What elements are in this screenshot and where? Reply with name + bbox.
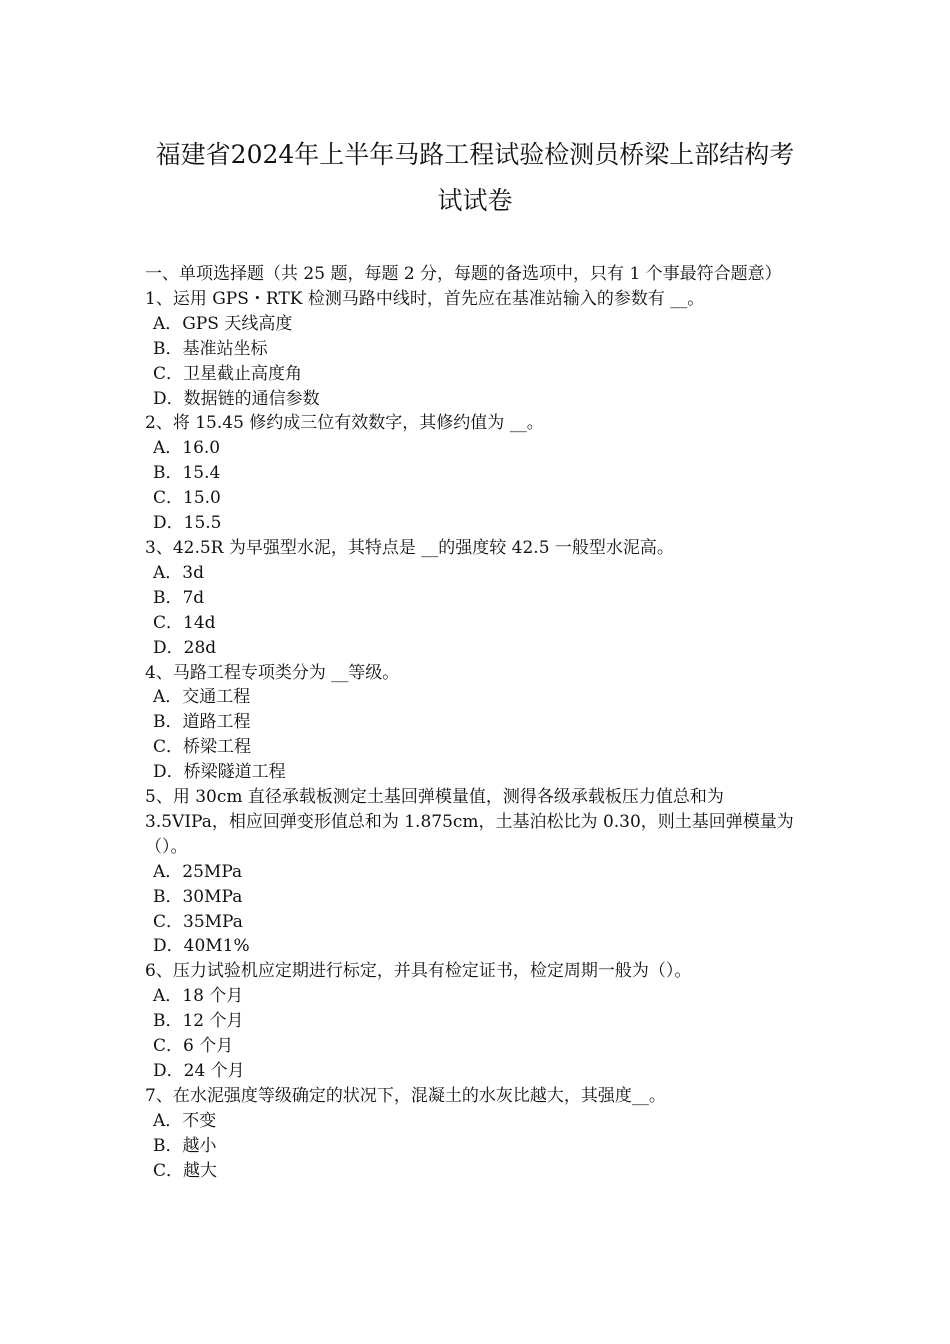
document-body — [145, 262, 810, 1184]
question-stem: 7、在水泥强度等级确定的状况下，混凝土的水灰比越大，其强度__。 — [145, 1085, 666, 1106]
answer-option: B．道路工程 — [153, 712, 251, 733]
answer-option: D．40M1% — [153, 936, 250, 957]
question-stem: 4、马路工程专项类分为 __等级。 — [145, 662, 400, 683]
answer-option: A．不变 — [153, 1110, 217, 1131]
answer-option: C．卫星截止高度角 — [153, 363, 303, 384]
answer-option: A．25MPa — [153, 861, 243, 882]
answer-option: A．18 个月 — [153, 986, 244, 1007]
answer-option: A．GPS 天线高度 — [153, 313, 293, 334]
question-stem: 2、将 15.45 修约成三位有效数字，其修约值为 __。 — [145, 413, 544, 434]
answer-option: B．15.4 — [153, 463, 221, 484]
answer-option: C．越大 — [153, 1160, 218, 1181]
answer-option: D．数据链的通信参数 — [153, 388, 320, 409]
question-stem: 5、用 30cm 直径承载板测定土基回弹模量值，测得各级承载板压力值总和为 3.5VIPa，相应回弹变形值总和为 1.875cm，土基泊松比为 0.30，则土基回弹模量为（）。 — [145, 787, 794, 857]
answer-option: B．基准站坐标 — [153, 338, 268, 359]
document-title — [120, 132, 830, 224]
answer-option: D．28d — [153, 637, 217, 658]
answer-option: C．桥梁工程 — [153, 737, 252, 758]
question-list — [145, 287, 810, 1184]
answer-option: A．交通工程 — [153, 687, 251, 708]
answer-option: C．6 个月 — [153, 1036, 234, 1057]
answer-option: B．12 个月 — [153, 1011, 244, 1032]
answer-option: C．14d — [153, 612, 216, 633]
answer-option: D．15.5 — [153, 513, 222, 534]
question-stem: 1、运用 GPS・RTK 检测马路中线时，首先应在基准站输入的参数有 __。 — [145, 288, 705, 309]
answer-option: B．30MPa — [153, 886, 243, 907]
answer-option: C．15.0 — [153, 488, 221, 509]
question-stem: 3、42.5R 为早强型水泥，其特点是 __的强度较 42.5 一般型水泥高。 — [145, 537, 674, 558]
title-line-1: 福建省2024年上半年马路工程试验检测员桥梁上部结构考 — [155, 140, 795, 169]
answer-option: D．24 个月 — [153, 1061, 245, 1081]
answer-option: B．越小 — [153, 1135, 217, 1156]
question-stem: 6、压力试验机应定期进行标定，并具有检定证书，检定周期一般为（）。 — [145, 961, 692, 982]
section-heading: 一、单项选择题（共 25 题，每题 2 分，每题的备选项中，只有 1 个事最符合题意） — [145, 264, 782, 284]
answer-option: A．16.0 — [153, 438, 221, 459]
answer-option: D．桥梁隧道工程 — [153, 762, 286, 783]
answer-option: C．35MPa — [153, 911, 243, 932]
title-line-2: 试试卷 — [437, 186, 513, 215]
answer-option: B．7d — [153, 587, 205, 608]
answer-option: A．3d — [153, 562, 204, 583]
